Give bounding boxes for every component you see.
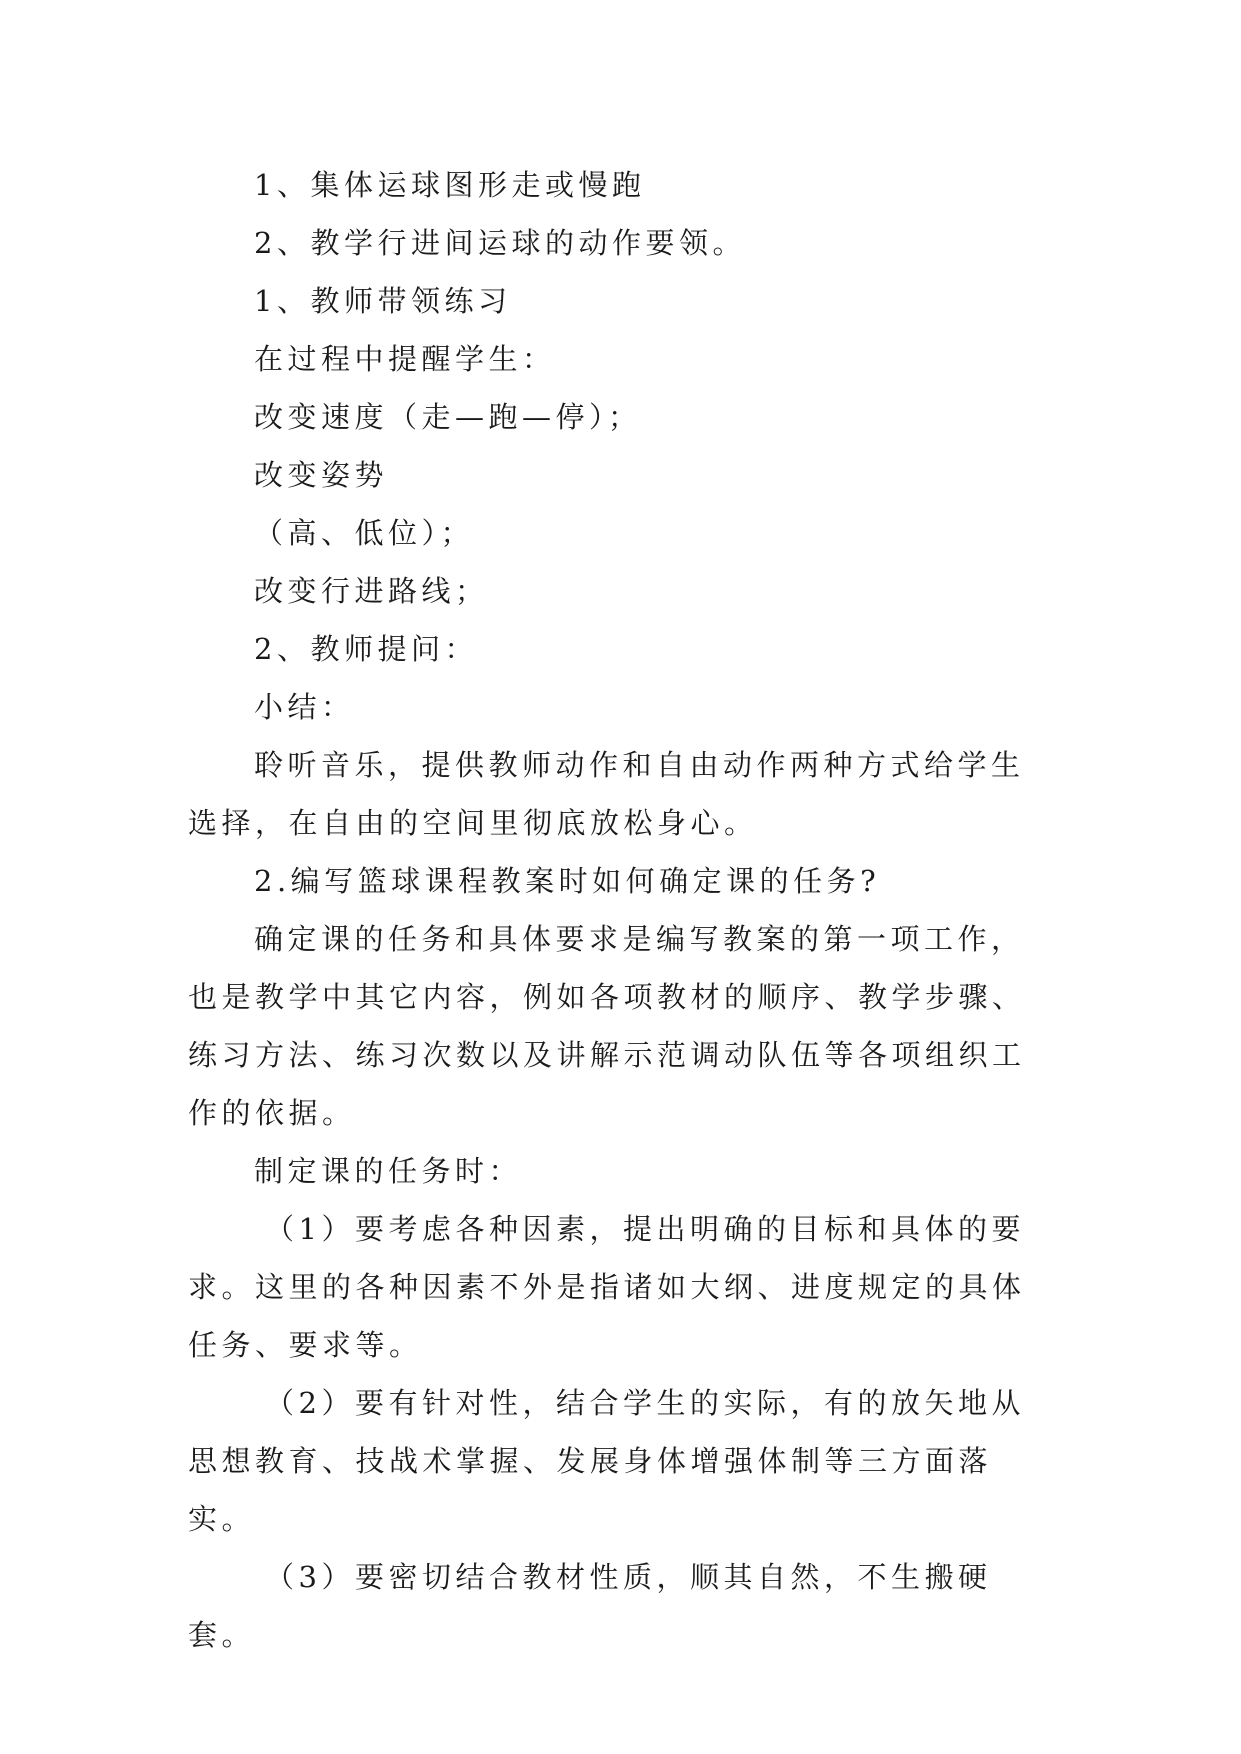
- item-2: （2）要有针对性，结合学生的实际，有的放矢地从思想教育、技战术掌握、发展身体增强体制等三方面落实。: [188, 1386, 1025, 1536]
- paragraph-3: 1、教师带领练习: [254, 284, 512, 318]
- paragraph-13: 确定课的任务和具体要求是编写教案的第一项工作，也是教学中其它内容，例如各项教材的顺序、教学步骤、练习方法、练习次数以及讲解示范调动队伍等各项组织工作的依据。: [188, 922, 1026, 1130]
- paragraph-11: 聆听音乐，提供教师动作和自由动作两种方式给学生选择，在自由的空间里彻底放松身心。: [188, 748, 1025, 840]
- paragraph-10: 小结：: [254, 690, 355, 724]
- item-3: （3）要密切结合教材性质，顺其自然，不生搬硬套。: [188, 1560, 992, 1652]
- question-heading: 2.编写篮球课程教案时如何确定课的任务?: [254, 864, 881, 898]
- paragraph-5: 改变速度（走—跑—停）；: [254, 400, 642, 434]
- paragraph-6: 改变姿势: [254, 458, 389, 492]
- document-body: [188, 156, 1053, 1664]
- paragraph-2: 2、教学行进间运球的动作要领。: [254, 226, 746, 260]
- item-1: （1）要考虑各种因素，提出明确的目标和具体的要求。这里的各种因素不外是指诸如大纲、进度规定的具体任务、要求等。: [188, 1212, 1026, 1362]
- paragraph-9: 2、教师提问：: [254, 632, 478, 666]
- paragraph-1: 1、集体运球图形走或慢跑: [254, 168, 646, 202]
- paragraph-7: （高、低位）；: [254, 516, 475, 550]
- paragraph-8: 改变行进路线；: [254, 574, 489, 608]
- paragraph-4: 在过程中提醒学生：: [254, 342, 556, 376]
- paragraph-14: 制定课的任务时：: [254, 1154, 523, 1188]
